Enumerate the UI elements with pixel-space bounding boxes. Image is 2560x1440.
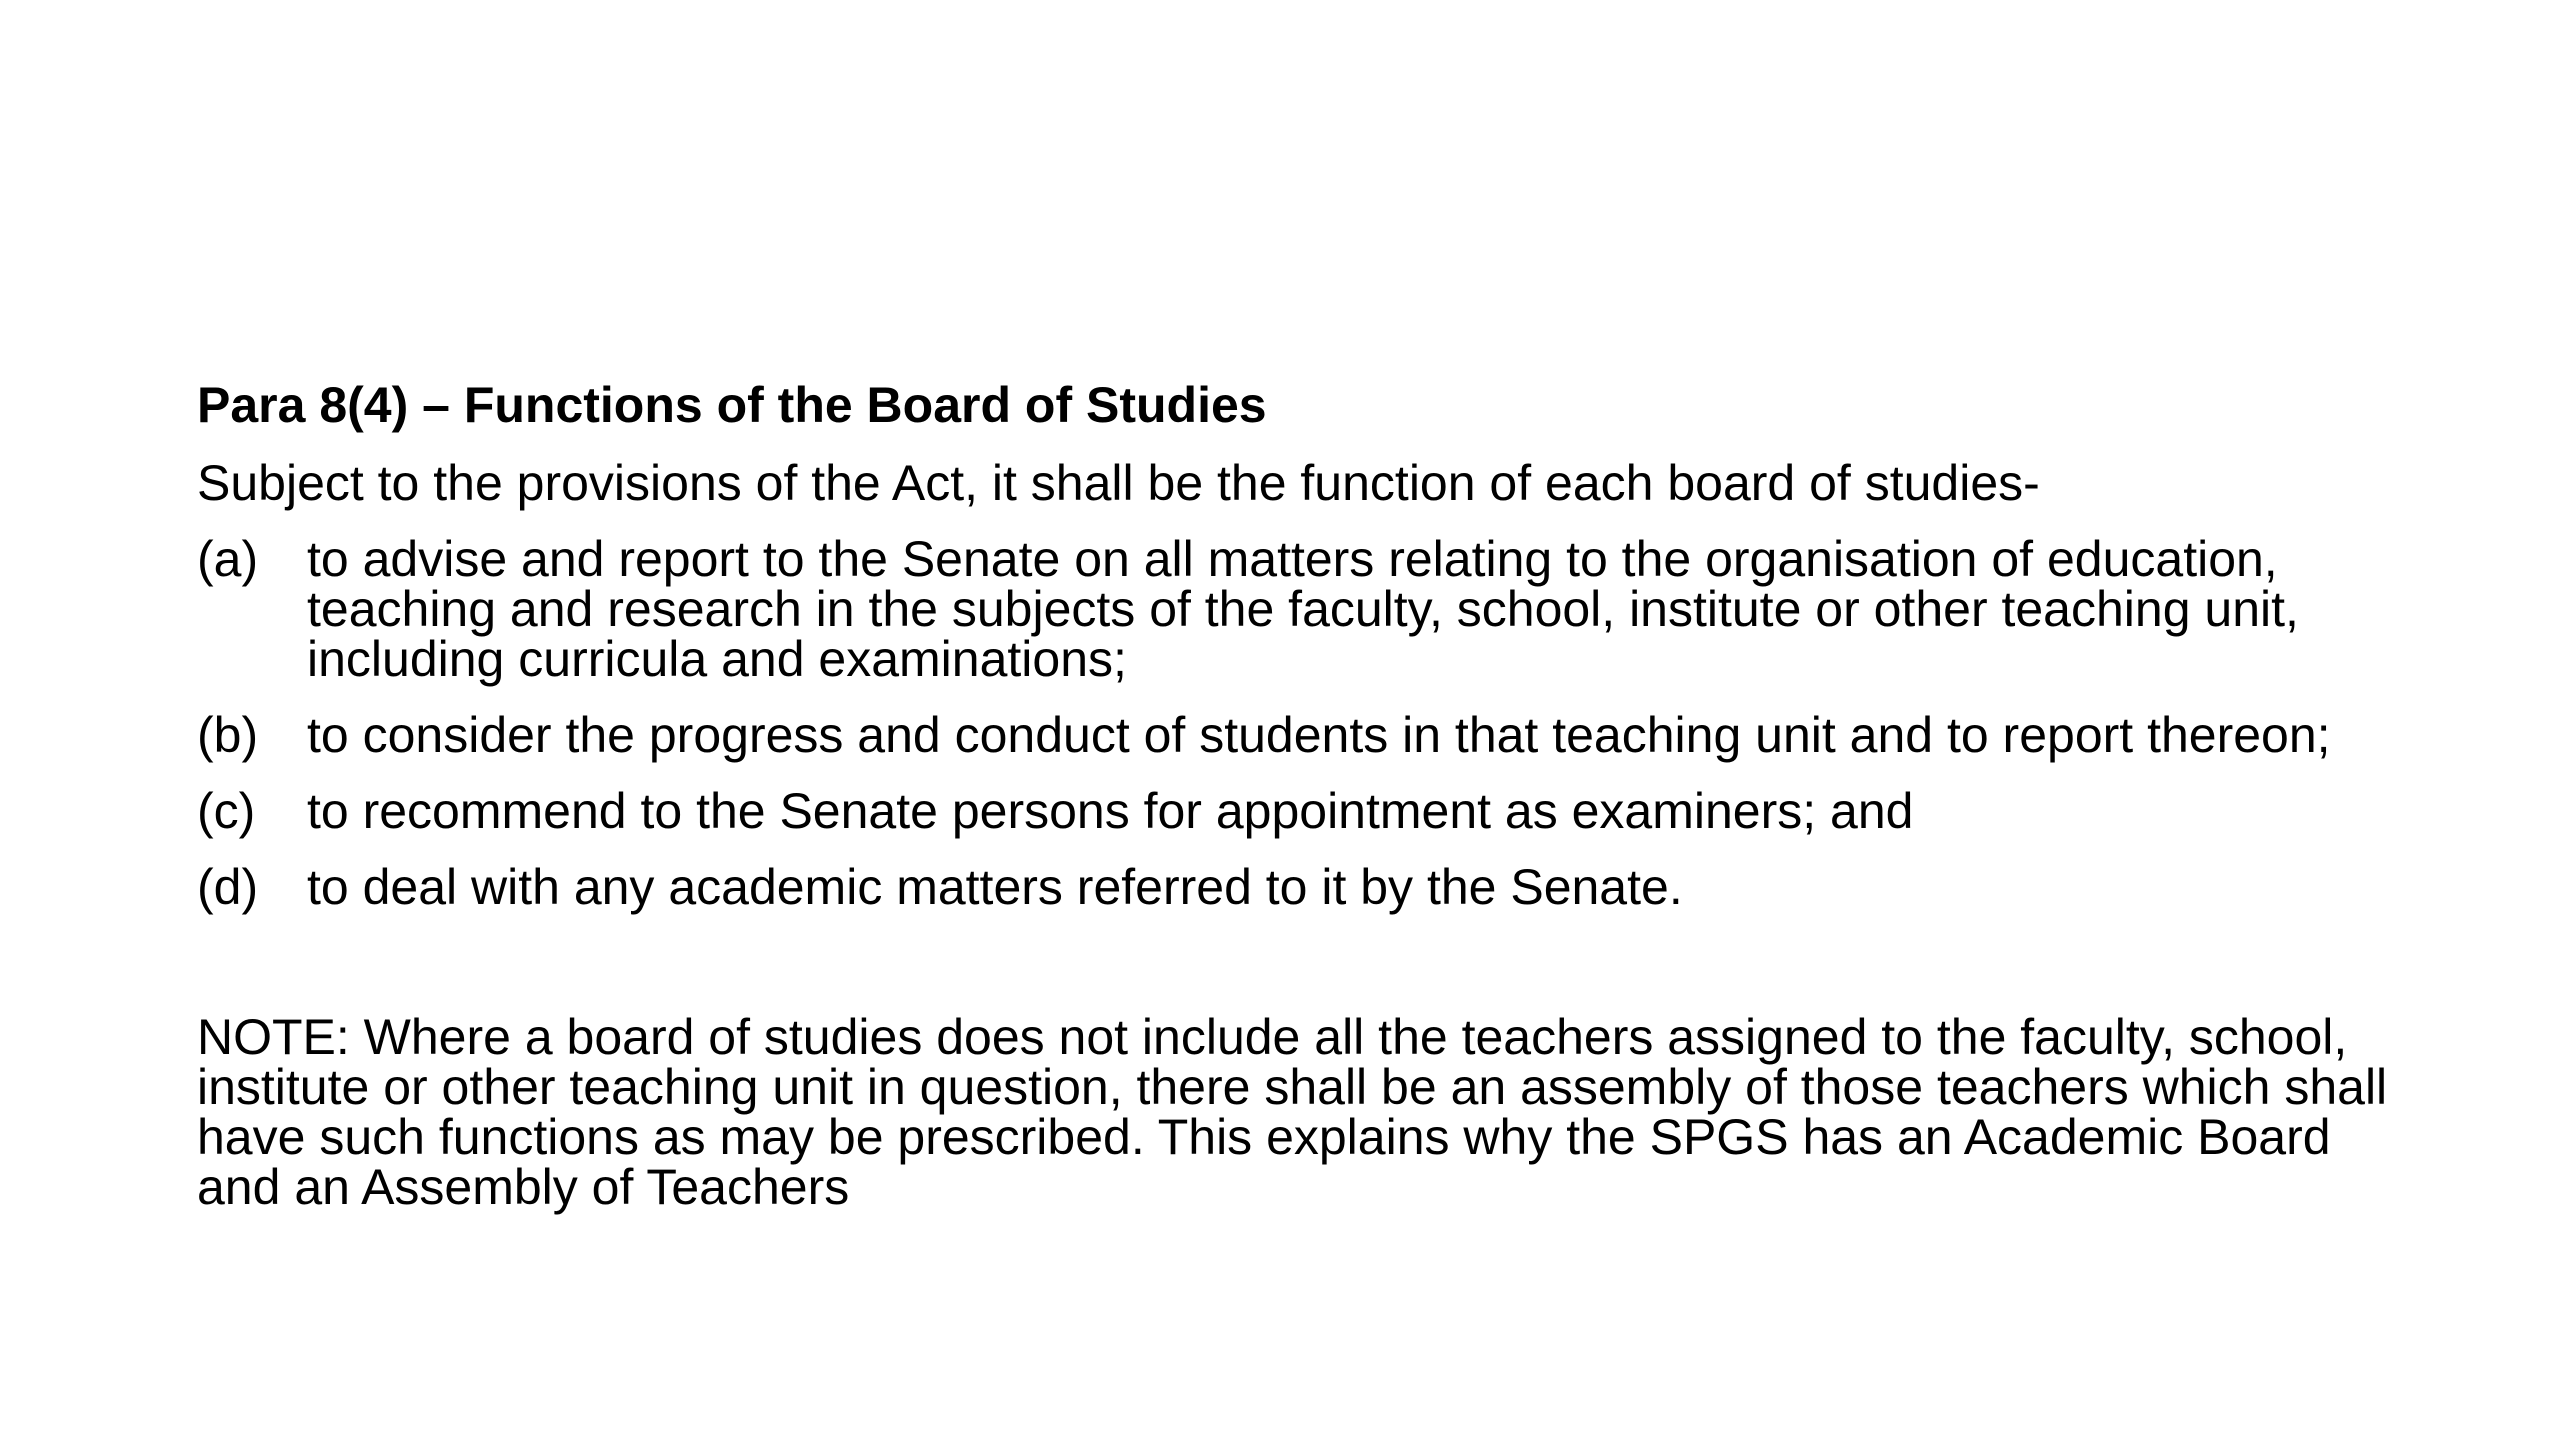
- item-label: (c): [197, 783, 256, 839]
- function-item-d: [197, 859, 2437, 915]
- item-text: to advise and report to the Senate on all matters relating to the organisation of education, teaching and research in the subjects of the faculty, school, institute or other teaching unit, including curricula and examinations;: [307, 531, 2299, 687]
- slide-content: [197, 377, 2437, 1215]
- item-text: to consider the progress and conduct of students in that teaching unit and to report thereon;: [307, 707, 2331, 763]
- item-text: to deal with any academic matters referred to it by the Senate.: [307, 859, 1683, 915]
- slide-heading: Para 8(4) – Functions of the Board of Studies: [197, 377, 1267, 433]
- function-list: [197, 531, 2437, 915]
- item-text: to recommend to the Senate persons for appointment as examiners; and: [307, 783, 1914, 839]
- item-label: (a): [197, 531, 259, 587]
- item-label: (d): [197, 859, 259, 915]
- note-paragraph: NOTE: Where a board of studies does not include all the teachers assigned to the faculty, school, institute or other teaching unit in question, there shall be an assembly of those teachers which shall have such functions as may be prescribed. This explains why the SPGS has an Academic Board and an Assembly of Teachers: [197, 1009, 2388, 1215]
- item-label: (b): [197, 707, 259, 763]
- function-item-a: [197, 531, 2437, 687]
- function-item-b: [197, 707, 2437, 763]
- function-item-c: [197, 783, 2437, 839]
- intro-text: Subject to the provisions of the Act, it shall be the function of each board of studies-: [197, 455, 2040, 511]
